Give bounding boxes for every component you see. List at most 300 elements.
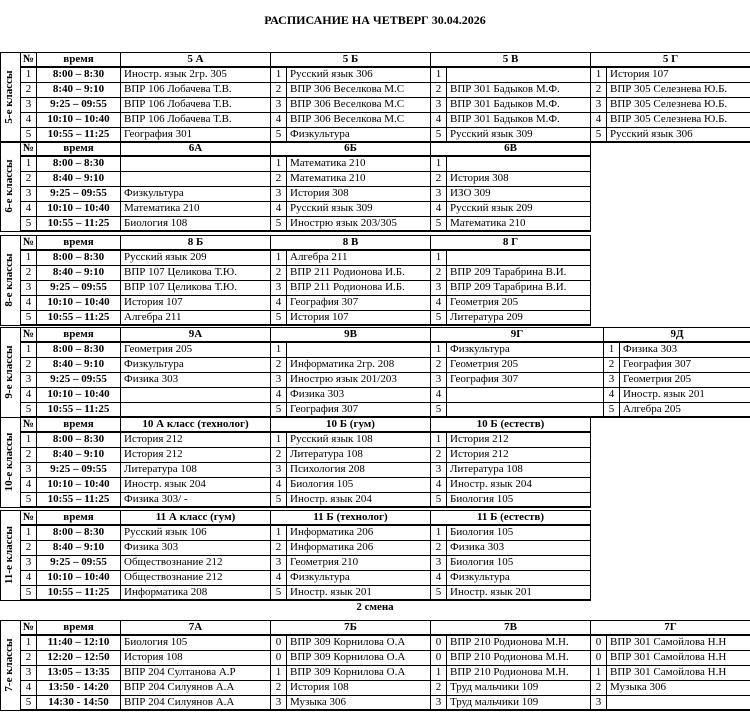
lesson-number: 4 bbox=[20, 477, 37, 493]
lesson-subject: География 307 bbox=[286, 402, 431, 418]
lesson-number: 4 bbox=[430, 387, 447, 403]
lesson-number: 5 bbox=[20, 402, 37, 418]
lesson-subject: Труд мальчики 109 bbox=[446, 695, 591, 711]
lesson-number: 1 bbox=[270, 342, 287, 358]
class-header: 9Г bbox=[430, 327, 604, 343]
lesson-subject: Биология 105 bbox=[446, 525, 591, 541]
lesson-time: 9:25 – 09:55 bbox=[36, 372, 121, 388]
lesson-subject: Психология 208 bbox=[286, 462, 431, 478]
lesson-subject: Иностр. язык 201 bbox=[286, 585, 431, 601]
lesson-number: 3 bbox=[20, 555, 37, 571]
lesson-subject: Алгебра 205 bbox=[619, 402, 750, 418]
lesson-subject: Русский язык 209 bbox=[120, 250, 271, 266]
lesson-subject: ВПР 107 Целикова Т.Ю. bbox=[120, 280, 271, 296]
lesson-number: 3 bbox=[603, 372, 620, 388]
header-time: время bbox=[36, 141, 121, 157]
lesson-number: 5 bbox=[603, 402, 620, 418]
lesson-subject: Биология 105 bbox=[120, 635, 271, 651]
lesson-subject: Музыка 306 bbox=[286, 695, 431, 711]
lesson-subject: Физика 303 bbox=[120, 372, 271, 388]
class-header: 9В bbox=[270, 327, 431, 343]
lesson-number: 3 bbox=[270, 462, 287, 478]
lesson-time: 10:10 – 10:40 bbox=[36, 201, 121, 217]
lesson-number: 4 bbox=[603, 387, 620, 403]
class-header: 7В bbox=[430, 620, 591, 636]
class-header: 5 Б bbox=[270, 52, 431, 68]
lesson-number: 1 bbox=[20, 67, 37, 83]
lesson-number: 4 bbox=[270, 570, 287, 586]
lesson-subject: ИЗО 309 bbox=[446, 186, 591, 202]
lesson-number: 3 bbox=[430, 555, 447, 571]
lesson-number: 1 bbox=[430, 665, 447, 681]
lesson-number: 5 bbox=[270, 216, 287, 232]
lesson-number: 5 bbox=[270, 127, 287, 143]
lesson-subject bbox=[120, 156, 271, 172]
lesson-time: 8:00 – 8:30 bbox=[36, 525, 121, 541]
lesson-number: 4 bbox=[270, 112, 287, 128]
lesson-subject: Обществознание 212 bbox=[120, 570, 271, 586]
section-label-frame bbox=[0, 52, 21, 143]
lesson-subject: Музыка 306 bbox=[606, 680, 750, 696]
lesson-time: 10:55 – 11:25 bbox=[36, 585, 121, 601]
lesson-time: 8:40 – 9:10 bbox=[36, 82, 121, 98]
lesson-time: 10:55 – 11:25 bbox=[36, 402, 121, 418]
lesson-subject: Физика 303 bbox=[619, 342, 750, 358]
lesson-number: 0 bbox=[590, 650, 607, 666]
class-header: 11 Б (естеств) bbox=[430, 510, 591, 526]
lesson-subject bbox=[120, 402, 271, 418]
lesson-number: 4 bbox=[430, 201, 447, 217]
lesson-time: 8:00 – 8:30 bbox=[36, 67, 121, 83]
lesson-subject: ВПР 306 Веселкова М.С bbox=[286, 112, 431, 128]
lesson-number: 2 bbox=[270, 540, 287, 556]
lesson-subject: ВПР 301 Бадыков М.Ф. bbox=[446, 97, 591, 113]
lesson-time: 8:40 – 9:10 bbox=[36, 357, 121, 373]
lesson-number: 1 bbox=[20, 432, 37, 448]
lesson-subject: Физкультура bbox=[120, 186, 271, 202]
lesson-number: 4 bbox=[20, 680, 37, 696]
lesson-number: 4 bbox=[430, 295, 447, 311]
second-shift-label: 2 смена bbox=[356, 601, 394, 613]
lesson-number: 3 bbox=[430, 695, 447, 711]
lesson-number: 1 bbox=[590, 67, 607, 83]
lesson-number: 3 bbox=[590, 695, 607, 711]
lesson-subject: Литература 209 bbox=[446, 310, 591, 326]
lesson-number: 2 bbox=[270, 171, 287, 187]
lesson-time: 10:55 – 11:25 bbox=[36, 127, 121, 143]
lesson-time: 8:00 – 8:30 bbox=[36, 156, 121, 172]
lesson-number: 2 bbox=[430, 540, 447, 556]
page-title: РАСПИСАНИЕ НА ЧЕТВЕРГ 30.04.2026 bbox=[264, 13, 486, 27]
lesson-number: 1 bbox=[20, 635, 37, 651]
lesson-time: 9:25 – 09:55 bbox=[36, 186, 121, 202]
lesson-time: 8:00 – 8:30 bbox=[36, 432, 121, 448]
lesson-time: 10:55 – 11:25 bbox=[36, 310, 121, 326]
lesson-time: 9:25 – 09:55 bbox=[36, 555, 121, 571]
section-label: 11-е классы bbox=[3, 525, 15, 585]
lesson-subject: Русский язык 306 bbox=[286, 67, 431, 83]
lesson-time: 10:10 – 10:40 bbox=[36, 387, 121, 403]
lesson-number: 5 bbox=[430, 492, 447, 508]
lesson-number: 4 bbox=[270, 201, 287, 217]
lesson-number: 2 bbox=[20, 82, 37, 98]
lesson-subject: ВПР 301 Бадыков М.Ф. bbox=[446, 82, 591, 98]
lesson-number: 2 bbox=[20, 171, 37, 187]
lesson-number: 1 bbox=[430, 67, 447, 83]
lesson-number: 1 bbox=[430, 156, 447, 172]
lesson-subject: География 301 bbox=[120, 127, 271, 143]
lesson-number: 5 bbox=[20, 127, 37, 143]
lesson-subject: Физика 303 bbox=[286, 387, 431, 403]
lesson-time: 13:05 – 13:35 bbox=[36, 665, 121, 681]
lesson-subject bbox=[446, 387, 604, 403]
lesson-number: 5 bbox=[430, 402, 447, 418]
lesson-number: 1 bbox=[430, 432, 447, 448]
lesson-subject: ВПР 204 Силуянов А.А bbox=[120, 695, 271, 711]
lesson-subject bbox=[286, 342, 431, 358]
lesson-number: 3 bbox=[20, 97, 37, 113]
lesson-subject: ВПР 306 Веселкова М.С bbox=[286, 97, 431, 113]
class-header: 10 Б (естеств) bbox=[430, 417, 591, 433]
class-header: 11 Б (технолог) bbox=[270, 510, 431, 526]
class-header: 11 А класс (гум) bbox=[120, 510, 271, 526]
lesson-subject bbox=[120, 387, 271, 403]
lesson-time: 9:25 – 09:55 bbox=[36, 97, 121, 113]
lesson-subject: История 107 bbox=[606, 67, 750, 83]
lesson-time: 8:40 – 9:10 bbox=[36, 265, 121, 281]
lesson-subject: Геометрия 205 bbox=[619, 372, 750, 388]
lesson-subject: ВПР 209 Тарабрина В.И. bbox=[446, 265, 591, 281]
section-label-frame bbox=[0, 417, 21, 508]
header-num: № bbox=[20, 620, 37, 636]
class-header: 9А bbox=[120, 327, 271, 343]
lesson-number: 5 bbox=[20, 216, 37, 232]
class-header: 5 Г bbox=[590, 52, 750, 68]
header-num: № bbox=[20, 235, 37, 251]
lesson-subject: ВПР 305 Селезнева Ю.Б. bbox=[606, 82, 750, 98]
lesson-number: 5 bbox=[270, 585, 287, 601]
lesson-time: 9:25 – 09:55 bbox=[36, 280, 121, 296]
lesson-number: 3 bbox=[270, 97, 287, 113]
lesson-number: 4 bbox=[20, 295, 37, 311]
lesson-number: 4 bbox=[20, 570, 37, 586]
lesson-number: 2 bbox=[430, 680, 447, 696]
lesson-number: 2 bbox=[590, 82, 607, 98]
lesson-subject: Математика 210 bbox=[120, 201, 271, 217]
class-header: 6В bbox=[430, 141, 591, 157]
section-label: 6-е классы bbox=[3, 159, 15, 213]
lesson-number: 5 bbox=[430, 127, 447, 143]
lesson-number: 3 bbox=[270, 555, 287, 571]
lesson-subject: Русский язык 306 bbox=[606, 127, 750, 143]
header-num: № bbox=[20, 141, 37, 157]
lesson-number: 1 bbox=[270, 525, 287, 541]
lesson-subject: ВПР 209 Тарабрина В.И. bbox=[446, 280, 591, 296]
lesson-number: 0 bbox=[430, 650, 447, 666]
lesson-subject: Биология 105 bbox=[286, 477, 431, 493]
lesson-subject: География 307 bbox=[286, 295, 431, 311]
header-time: время bbox=[36, 52, 121, 68]
header-time: время bbox=[36, 417, 121, 433]
lesson-number: 3 bbox=[20, 280, 37, 296]
lesson-subject: ВПР 301 Самойлова Н.Н bbox=[606, 650, 750, 666]
lesson-subject: История 212 bbox=[446, 432, 591, 448]
lesson-number: 3 bbox=[430, 97, 447, 113]
class-header: 8 Б bbox=[120, 235, 271, 251]
lesson-number: 3 bbox=[270, 695, 287, 711]
lesson-number: 3 bbox=[20, 372, 37, 388]
lesson-number: 1 bbox=[270, 250, 287, 266]
lesson-subject: Физика 303 bbox=[446, 540, 591, 556]
lesson-subject: Информатика 206 bbox=[286, 525, 431, 541]
lesson-subject: ВПР 210 Родионова М.Н. bbox=[446, 665, 591, 681]
class-header: 7А bbox=[120, 620, 271, 636]
lesson-number: 0 bbox=[430, 635, 447, 651]
lesson-number: 5 bbox=[430, 585, 447, 601]
lesson-subject bbox=[446, 402, 604, 418]
lesson-number: 3 bbox=[20, 462, 37, 478]
lesson-subject: Иностр. язык 204 bbox=[446, 477, 591, 493]
lesson-subject: История 107 bbox=[286, 310, 431, 326]
lesson-subject: История 212 bbox=[446, 447, 591, 463]
class-header: 10 А класс (технолог) bbox=[120, 417, 271, 433]
lesson-number: 2 bbox=[20, 447, 37, 463]
lesson-subject: ВПР 309 Корнилова О.А bbox=[286, 635, 431, 651]
section-label-frame bbox=[0, 141, 21, 232]
lesson-number: 1 bbox=[603, 342, 620, 358]
lesson-number: 4 bbox=[430, 112, 447, 128]
lesson-subject: Информатика 2гр. 208 bbox=[286, 357, 431, 373]
lesson-subject: ВПР 107 Целикова Т.Ю. bbox=[120, 265, 271, 281]
lesson-number: 5 bbox=[270, 492, 287, 508]
lesson-number: 4 bbox=[20, 201, 37, 217]
header-num: № bbox=[20, 327, 37, 343]
lesson-number: 1 bbox=[20, 342, 37, 358]
lesson-subject: ВПР 301 Бадыков М.Ф. bbox=[446, 112, 591, 128]
lesson-subject: Русский язык 309 bbox=[446, 127, 591, 143]
lesson-number: 3 bbox=[430, 372, 447, 388]
lesson-number: 1 bbox=[430, 525, 447, 541]
lesson-number: 1 bbox=[20, 250, 37, 266]
lesson-subject: География 307 bbox=[619, 357, 750, 373]
lesson-number: 1 bbox=[590, 665, 607, 681]
lesson-subject: Биология 105 bbox=[446, 555, 591, 571]
lesson-number: 3 bbox=[20, 665, 37, 681]
lesson-subject: Геометрия 205 bbox=[446, 357, 604, 373]
lesson-subject: Физкультура bbox=[120, 357, 271, 373]
class-header: 7Б bbox=[270, 620, 431, 636]
lesson-subject: Физкультура bbox=[446, 570, 591, 586]
lesson-subject: Иностр. язык 201 bbox=[619, 387, 750, 403]
lesson-subject: Геометрия 210 bbox=[286, 555, 431, 571]
lesson-subject: ВПР 204 Силуянов А.А bbox=[120, 680, 271, 696]
lesson-time: 10:55 – 11:25 bbox=[36, 216, 121, 232]
lesson-number: 0 bbox=[270, 650, 287, 666]
lesson-subject: ВПР 204 Султанова А.Р bbox=[120, 665, 271, 681]
lesson-subject: ВПР 305 Селезнева Ю.Б. bbox=[606, 97, 750, 113]
lesson-subject: Русский язык 108 bbox=[286, 432, 431, 448]
lesson-subject: Математика 210 bbox=[286, 171, 431, 187]
lesson-subject: ВПР 211 Родионова И.Б. bbox=[286, 280, 431, 296]
lesson-number: 2 bbox=[20, 265, 37, 281]
lesson-subject: ВПР 210 Родионова М.Н. bbox=[446, 650, 591, 666]
lesson-subject: Алгебра 211 bbox=[120, 310, 271, 326]
section-label-frame bbox=[0, 235, 21, 326]
lesson-number: 4 bbox=[430, 477, 447, 493]
lesson-time: 10:10 – 10:40 bbox=[36, 295, 121, 311]
lesson-number: 2 bbox=[270, 265, 287, 281]
lesson-number: 0 bbox=[270, 635, 287, 651]
lesson-time: 8:40 – 9:10 bbox=[36, 540, 121, 556]
lesson-number: 2 bbox=[270, 82, 287, 98]
lesson-subject bbox=[446, 67, 591, 83]
lesson-number: 2 bbox=[270, 447, 287, 463]
lesson-number: 1 bbox=[430, 250, 447, 266]
lesson-number: 3 bbox=[590, 97, 607, 113]
header-time: время bbox=[36, 510, 121, 526]
lesson-subject: Физкультура bbox=[286, 127, 431, 143]
lesson-subject: Геометрия 205 bbox=[120, 342, 271, 358]
lesson-subject: Обществознание 212 bbox=[120, 555, 271, 571]
lesson-number: 4 bbox=[20, 387, 37, 403]
lesson-time: 11:40 – 12:10 bbox=[36, 635, 121, 651]
lesson-number: 1 bbox=[20, 525, 37, 541]
lesson-subject: География 307 bbox=[446, 372, 604, 388]
section-label: 9-е классы bbox=[3, 345, 15, 399]
section-label: 10-е классы bbox=[3, 432, 15, 492]
lesson-subject: Алгебра 211 bbox=[286, 250, 431, 266]
lesson-subject: Иностр. язык 204 bbox=[120, 477, 271, 493]
lesson-subject: Физкультура bbox=[446, 342, 604, 358]
lesson-number: 2 bbox=[430, 265, 447, 281]
lesson-number: 5 bbox=[270, 402, 287, 418]
lesson-number: 0 bbox=[590, 635, 607, 651]
lesson-number: 4 bbox=[270, 477, 287, 493]
section-label-frame bbox=[0, 510, 21, 601]
lesson-subject: Литература 108 bbox=[286, 447, 431, 463]
lesson-subject: Физика 303 bbox=[120, 540, 271, 556]
lesson-number: 3 bbox=[270, 186, 287, 202]
lesson-number: 3 bbox=[430, 280, 447, 296]
lesson-number: 5 bbox=[590, 127, 607, 143]
lesson-number: 3 bbox=[270, 280, 287, 296]
lesson-number: 1 bbox=[270, 67, 287, 83]
lesson-time: 10:10 – 10:40 bbox=[36, 477, 121, 493]
lesson-subject: История 108 bbox=[286, 680, 431, 696]
lesson-time: 8:00 – 8:30 bbox=[36, 250, 121, 266]
class-header: 10 Б (гум) bbox=[270, 417, 431, 433]
lesson-time: 8:40 – 9:10 bbox=[36, 447, 121, 463]
lesson-number: 4 bbox=[590, 112, 607, 128]
lesson-subject: ВПР 106 Лобачева Т.В. bbox=[120, 97, 271, 113]
section-label-frame bbox=[0, 620, 21, 711]
header-time: время bbox=[36, 327, 121, 343]
lesson-number: 5 bbox=[20, 695, 37, 711]
lesson-number: 3 bbox=[430, 462, 447, 478]
lesson-subject bbox=[446, 250, 591, 266]
class-header: 8 В bbox=[270, 235, 431, 251]
lesson-number: 4 bbox=[430, 570, 447, 586]
lesson-time: 12:20 – 12:50 bbox=[36, 650, 121, 666]
lesson-number: 2 bbox=[603, 357, 620, 373]
lesson-subject: ВПР 306 Веселкова М.С bbox=[286, 82, 431, 98]
lesson-number: 5 bbox=[270, 310, 287, 326]
lesson-subject bbox=[446, 156, 591, 172]
header-time: время bbox=[36, 235, 121, 251]
class-header: 6Б bbox=[270, 141, 431, 157]
lesson-subject: Математика 210 bbox=[286, 156, 431, 172]
lesson-subject: Русский язык 106 bbox=[120, 525, 271, 541]
lesson-subject: ВПР 301 Самойлова Н.Н bbox=[606, 665, 750, 681]
lesson-number: 1 bbox=[270, 665, 287, 681]
lesson-time: 13:50 - 14:20 bbox=[36, 680, 121, 696]
class-header: 5 А bbox=[120, 52, 271, 68]
lesson-subject: ВПР 305 Селезнева Ю.Б. bbox=[606, 112, 750, 128]
lesson-subject: Иностр. язык 204 bbox=[286, 492, 431, 508]
lesson-number: 5 bbox=[20, 492, 37, 508]
lesson-number: 3 bbox=[20, 186, 37, 202]
lesson-subject: Инострю язык 201/203 bbox=[286, 372, 431, 388]
lesson-number: 1 bbox=[270, 156, 287, 172]
lesson-subject: История 108 bbox=[120, 650, 271, 666]
lesson-subject: История 212 bbox=[120, 447, 271, 463]
lesson-subject: ВПР 309 Корнилова О.А bbox=[286, 650, 431, 666]
class-header: 8 Г bbox=[430, 235, 591, 251]
lesson-subject: Русский язык 209 bbox=[446, 201, 591, 217]
lesson-number: 2 bbox=[430, 357, 447, 373]
lesson-time: 10:10 – 10:40 bbox=[36, 570, 121, 586]
lesson-number: 5 bbox=[20, 585, 37, 601]
lesson-number: 5 bbox=[430, 216, 447, 232]
lesson-number: 2 bbox=[270, 357, 287, 373]
lesson-number: 2 bbox=[430, 447, 447, 463]
lesson-subject: Геометрия 205 bbox=[446, 295, 591, 311]
lesson-subject: Информатика 206 bbox=[286, 540, 431, 556]
lesson-number: 2 bbox=[590, 680, 607, 696]
lesson-number: 4 bbox=[20, 112, 37, 128]
lesson-subject: Иностр. язык 201 bbox=[446, 585, 591, 601]
lesson-subject bbox=[120, 171, 271, 187]
lesson-subject: ВПР 106 Лобачева Т.В. bbox=[120, 82, 271, 98]
lesson-subject: Литература 108 bbox=[120, 462, 271, 478]
lesson-time: 8:40 – 9:10 bbox=[36, 171, 121, 187]
lesson-subject: ВПР 211 Родионова И.Б. bbox=[286, 265, 431, 281]
lesson-number: 5 bbox=[20, 310, 37, 326]
lesson-subject: Информатика 208 bbox=[120, 585, 271, 601]
lesson-number: 3 bbox=[270, 372, 287, 388]
lesson-subject: ВПР 309 Корнилова О.А bbox=[286, 665, 431, 681]
lesson-time: 9:25 – 09:55 bbox=[36, 462, 121, 478]
lesson-number: 3 bbox=[430, 186, 447, 202]
lesson-number: 2 bbox=[430, 82, 447, 98]
lesson-subject bbox=[606, 695, 750, 711]
lesson-number: 1 bbox=[20, 156, 37, 172]
lesson-time: 10:55 – 11:25 bbox=[36, 492, 121, 508]
header-num: № bbox=[20, 417, 37, 433]
class-header: 9Д bbox=[603, 327, 750, 343]
section-label: 8-е классы bbox=[3, 253, 15, 307]
lesson-subject: Математика 210 bbox=[446, 216, 591, 232]
lesson-subject: Физкультура bbox=[286, 570, 431, 586]
lesson-number: 2 bbox=[270, 680, 287, 696]
lesson-subject: ВПР 301 Самойлова Н.Н bbox=[606, 635, 750, 651]
lesson-number: 5 bbox=[430, 310, 447, 326]
section-label: 7-е классы bbox=[3, 638, 15, 692]
lesson-subject: Русский язык 309 bbox=[286, 201, 431, 217]
lesson-subject: Инострю язык 203/305 bbox=[286, 216, 431, 232]
lesson-time: 10:10 – 10:40 bbox=[36, 112, 121, 128]
lesson-number: 2 bbox=[20, 650, 37, 666]
